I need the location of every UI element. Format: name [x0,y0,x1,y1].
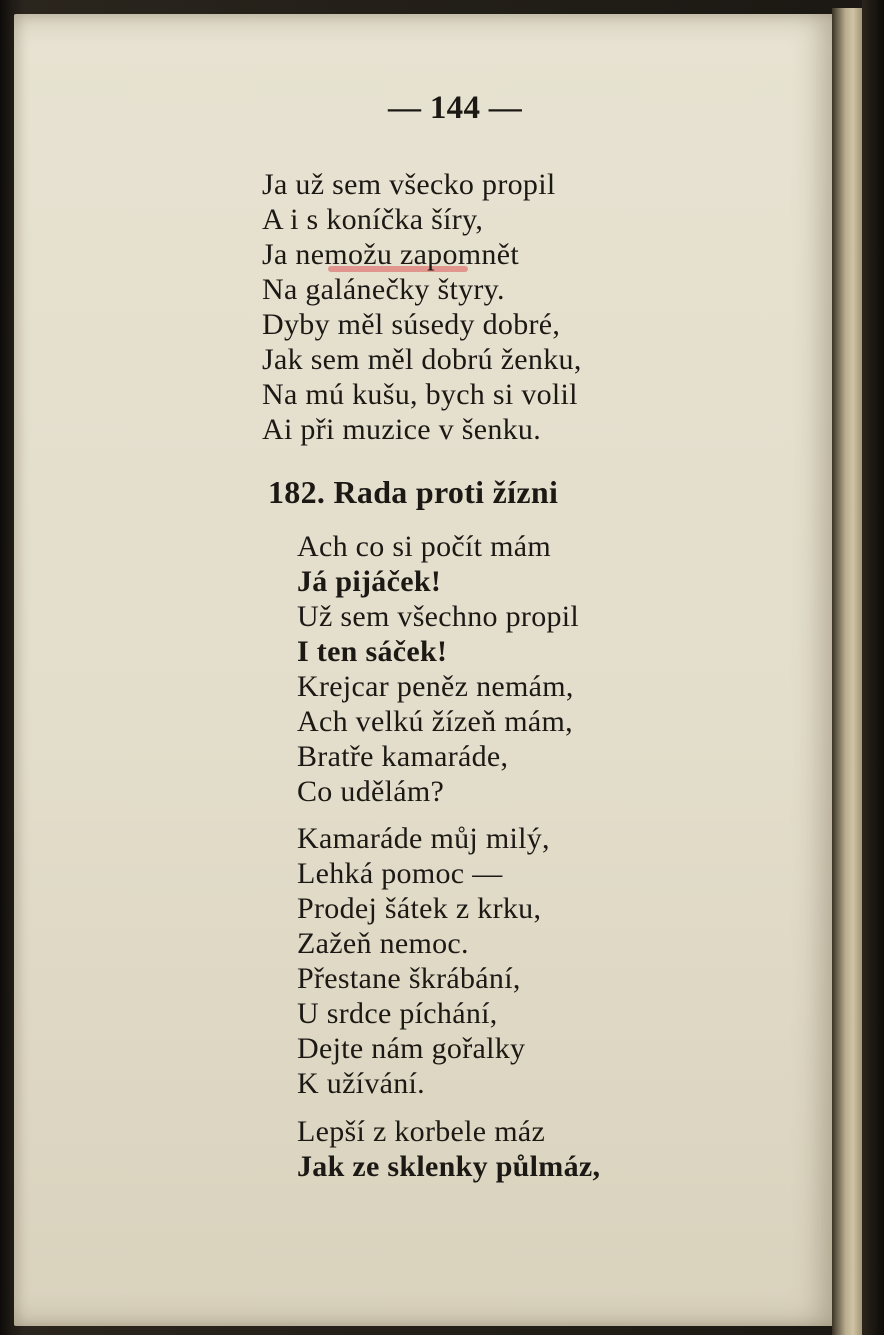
verse-line: Ja už sem všecko propil [262,168,556,201]
verse-line: A i s koníčka šíry, [262,203,484,236]
verse-line: Kamaráde můj milý, [297,822,550,855]
verse-line: Lehká pomoc — [297,857,503,890]
verse-line: Přestane škrábání, [297,962,521,995]
verse-line: I ten sáček! [297,635,448,668]
verse-line: Ai při muzice v šenku. [262,413,542,446]
verse-line: Co udělám? [297,775,445,808]
verse-line: Bratře kamaráde, [297,740,509,773]
verse-line: Dejte nám gořalky [297,1032,526,1065]
verse-line: Na galánečky štyry. [262,273,505,306]
verse-line: Na mú kušu, bych si volil [262,378,578,411]
book-gutter [832,8,862,1335]
verse-line: K užívání. [297,1067,425,1100]
verse-line: Lepší z korbele máz [297,1115,546,1148]
verse-line: Krejcar peněz nemám, [297,670,574,703]
verse-line: Prodej šátek z krku, [297,892,542,925]
verse-line: Dyby měl súsedy dobré, [262,308,561,341]
verse-line: Jak ze sklenky půlmáz, [297,1150,601,1183]
verse-line: U srdce píchání, [297,997,498,1030]
book-edge [862,0,884,1335]
verse-line: Už sem všechno propil [297,600,580,633]
verse-line: Zažeň nemoc. [297,927,469,960]
page-number: — 144 — [388,90,523,126]
verse-line: Já pijáček! [297,565,442,598]
verse-line: Ja nemožu zapomnět [262,238,519,271]
song-title: 182. Rada proti žízni [268,474,559,510]
verse-line: Jak sem měl dobrú ženku, [262,343,582,376]
verse-line: Ach co si počít mám [297,530,551,563]
verse-line: Ach velkú žízeň mám, [297,705,573,738]
